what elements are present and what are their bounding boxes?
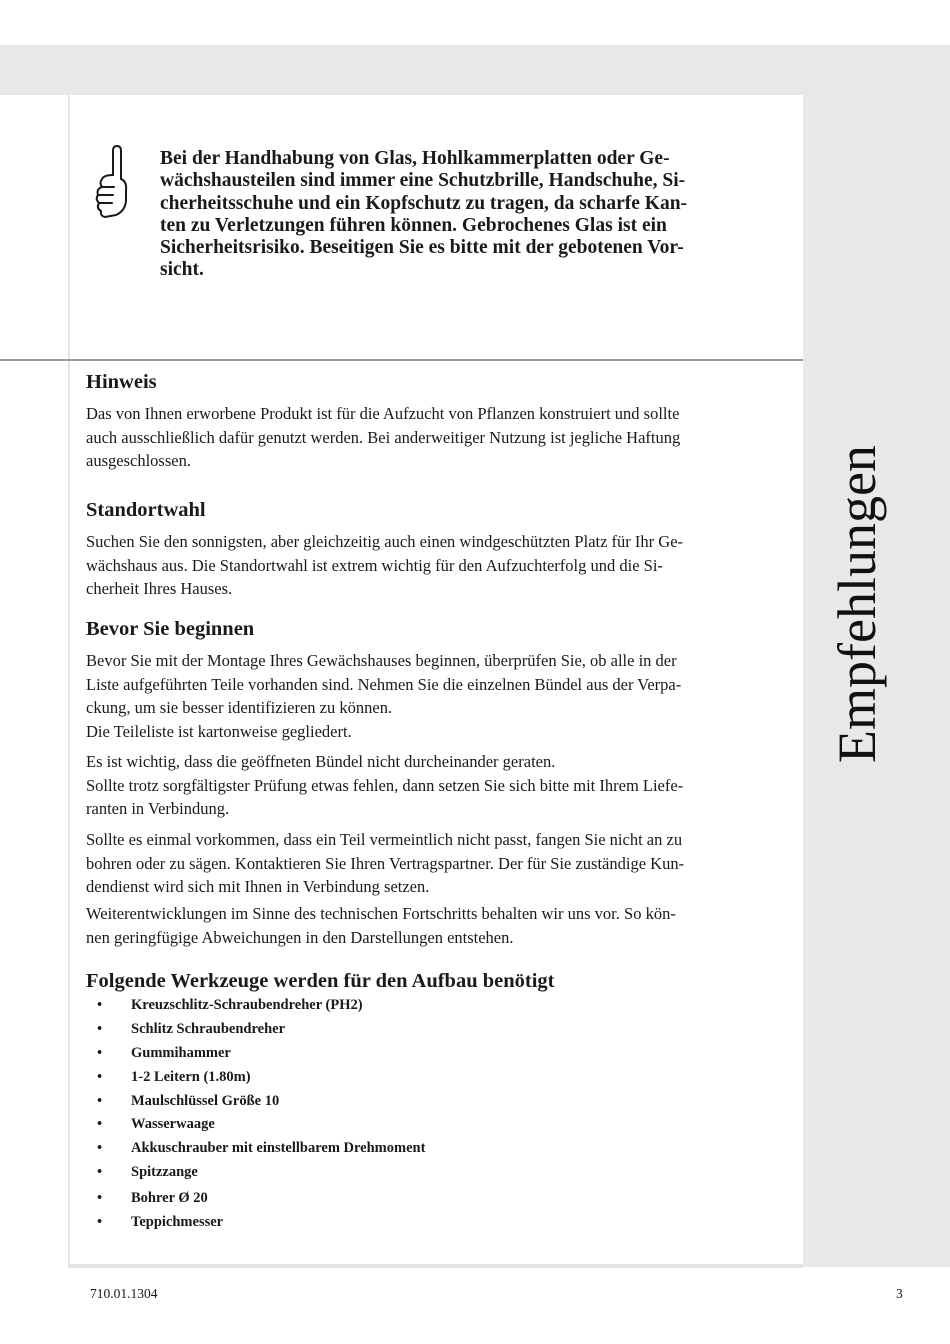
hinweis-paragraph xyxy=(86,402,778,473)
bevor-paragraph-1 xyxy=(86,649,778,743)
list-item xyxy=(97,1163,198,1181)
list-item xyxy=(97,1044,231,1062)
header-band xyxy=(0,45,950,95)
list-item xyxy=(97,1020,285,1038)
standortwahl-paragraph xyxy=(86,530,778,601)
hinweis-heading: Hinweis xyxy=(86,371,157,393)
tool-label: Bohrer Ø 20 xyxy=(131,1190,208,1206)
paragraph-line: Die Teileliste ist kartonweise gegliedert. xyxy=(86,721,352,741)
bullet: • xyxy=(97,1190,103,1206)
bevor-paragraph-2 xyxy=(86,750,778,821)
bevor-paragraph-4 xyxy=(86,902,778,949)
list-item xyxy=(97,1092,279,1110)
paragraph-line: Bevor Sie mit der Montage Ihres Gewächshauses beginnen, überprüfen Sie, ob alle in der xyxy=(86,651,677,670)
bullet: • xyxy=(97,1116,103,1132)
tool-label: Spitzzange xyxy=(131,1164,198,1180)
bullet: • xyxy=(97,1069,103,1085)
tool-label: Maulschlüssel Größe 10 xyxy=(131,1093,280,1109)
pointing-hand-icon xyxy=(92,145,134,221)
tool-label: Kreuzschlitz-Schraubendreher (PH2) xyxy=(131,997,363,1013)
left-border xyxy=(68,95,70,1267)
list-item xyxy=(97,1139,425,1157)
paragraph-line: ausgeschlossen. xyxy=(86,451,191,471)
bullet: • xyxy=(97,1214,103,1230)
bevor-paragraph-3 xyxy=(86,828,778,899)
paragraph-line: bohren oder zu sägen. Kontaktieren Sie Ihren Vertragspartner. Der für Sie zuständige Kun- xyxy=(86,853,685,873)
warning-text xyxy=(160,148,765,282)
paragraph-line: ranten in Verbindung. xyxy=(86,799,230,819)
warning-line: wächshausteilen sind immer eine Schutzbrille, Handschuhe, Si- xyxy=(160,170,686,192)
page-number: 3 xyxy=(896,1286,903,1301)
tool-label: Wasserwaage xyxy=(131,1116,215,1132)
list-item xyxy=(97,1068,251,1086)
paragraph-line: auch ausschließlich dafür genutzt werden. Bei anderweitiger Nutzung ist jegliche Haftung xyxy=(86,427,681,447)
list-item xyxy=(97,1189,208,1207)
side-title: Empfehlungen xyxy=(827,445,887,763)
list-item xyxy=(97,1115,215,1133)
paragraph-line: cherheit Ihres Hauses. xyxy=(86,579,233,599)
tool-label: 1-2 Leitern (1.80m) xyxy=(131,1069,251,1085)
bullet: • xyxy=(97,1140,103,1156)
tool-label: Teppichmesser xyxy=(131,1214,224,1230)
paragraph-line: Liste aufgeführten Teile vorhanden sind. Nehmen Sie die einzelnen Bündel aus der Verpa- xyxy=(86,674,682,694)
warning-line: Sicherheitsrisiko. Beseitigen Sie es bitte mit der gebotenen Vor- xyxy=(160,237,684,259)
warning-line: sicht. xyxy=(160,259,204,281)
bullet: • xyxy=(97,1045,103,1061)
paragraph-line: Das von Ihnen erworbene Produkt ist für die Aufzucht von Pflanzen konstruiert und sollte xyxy=(86,404,680,423)
list-item xyxy=(97,996,363,1014)
bottom-border xyxy=(68,1264,803,1268)
tool-label: Schlitz Schraubendreher xyxy=(131,1021,285,1037)
tool-label: Akkuschrauber mit einstellbarem Drehmoment xyxy=(131,1140,426,1156)
section-divider xyxy=(0,359,803,361)
paragraph-line: Es ist wichtig, dass die geöffneten Bündel nicht durcheinander geraten. xyxy=(86,752,556,771)
warning-line: cherheitsschuhe und ein Kopfschutz zu tragen, da scharfe Kan- xyxy=(160,192,688,214)
paragraph-line: Sollte es einmal vorkommen, dass ein Teil vermeintlich nicht passt, fangen Sie nicht an zu xyxy=(86,830,683,849)
paragraph-line: nen geringfügige Abweichungen in den Darstellungen entstehen. xyxy=(86,927,514,947)
paragraph-line: Weiterentwicklungen im Sinne des technischen Fortschritts behalten wir uns vor. So kön- xyxy=(86,904,676,923)
bevor-heading: Bevor Sie beginnen xyxy=(86,618,255,640)
standortwahl-heading: Standortwahl xyxy=(86,499,206,521)
paragraph-line: ckung, um sie besser identifizieren zu können. xyxy=(86,698,393,718)
warning-line: Bei der Handhabung von Glas, Hohlkammerplatten oder Ge- xyxy=(160,148,670,169)
document-code: 710.01.1304 xyxy=(90,1286,158,1301)
warning-line: ten zu Verletzungen führen können. Gebrochenes Glas ist ein xyxy=(160,214,667,236)
paragraph-line: Suchen Sie den sonnigsten, aber gleichzeitig auch einen windgeschützten Platz für Ihr Ge- xyxy=(86,532,684,551)
paragraph-line: Sollte trotz sorgfältigster Prüfung etwas fehlen, dann setzen Sie sich bitte mit Ihrem Liefe- xyxy=(86,775,684,795)
tools-heading: Folgende Werkzeuge werden für den Aufbau benötigt xyxy=(86,970,555,992)
list-item xyxy=(97,1213,223,1231)
bullet: • xyxy=(97,1164,103,1180)
bullet: • xyxy=(97,997,103,1013)
paragraph-line: dendienst wird sich mit Ihnen in Verbindung setzen. xyxy=(86,877,430,897)
paragraph-line: wächshaus aus. Die Standortwahl ist extrem wichtig für den Aufzuchterfolg und die Si- xyxy=(86,555,663,575)
bullet: • xyxy=(97,1021,103,1037)
tool-label: Gummihammer xyxy=(131,1045,231,1061)
bullet: • xyxy=(97,1093,103,1109)
